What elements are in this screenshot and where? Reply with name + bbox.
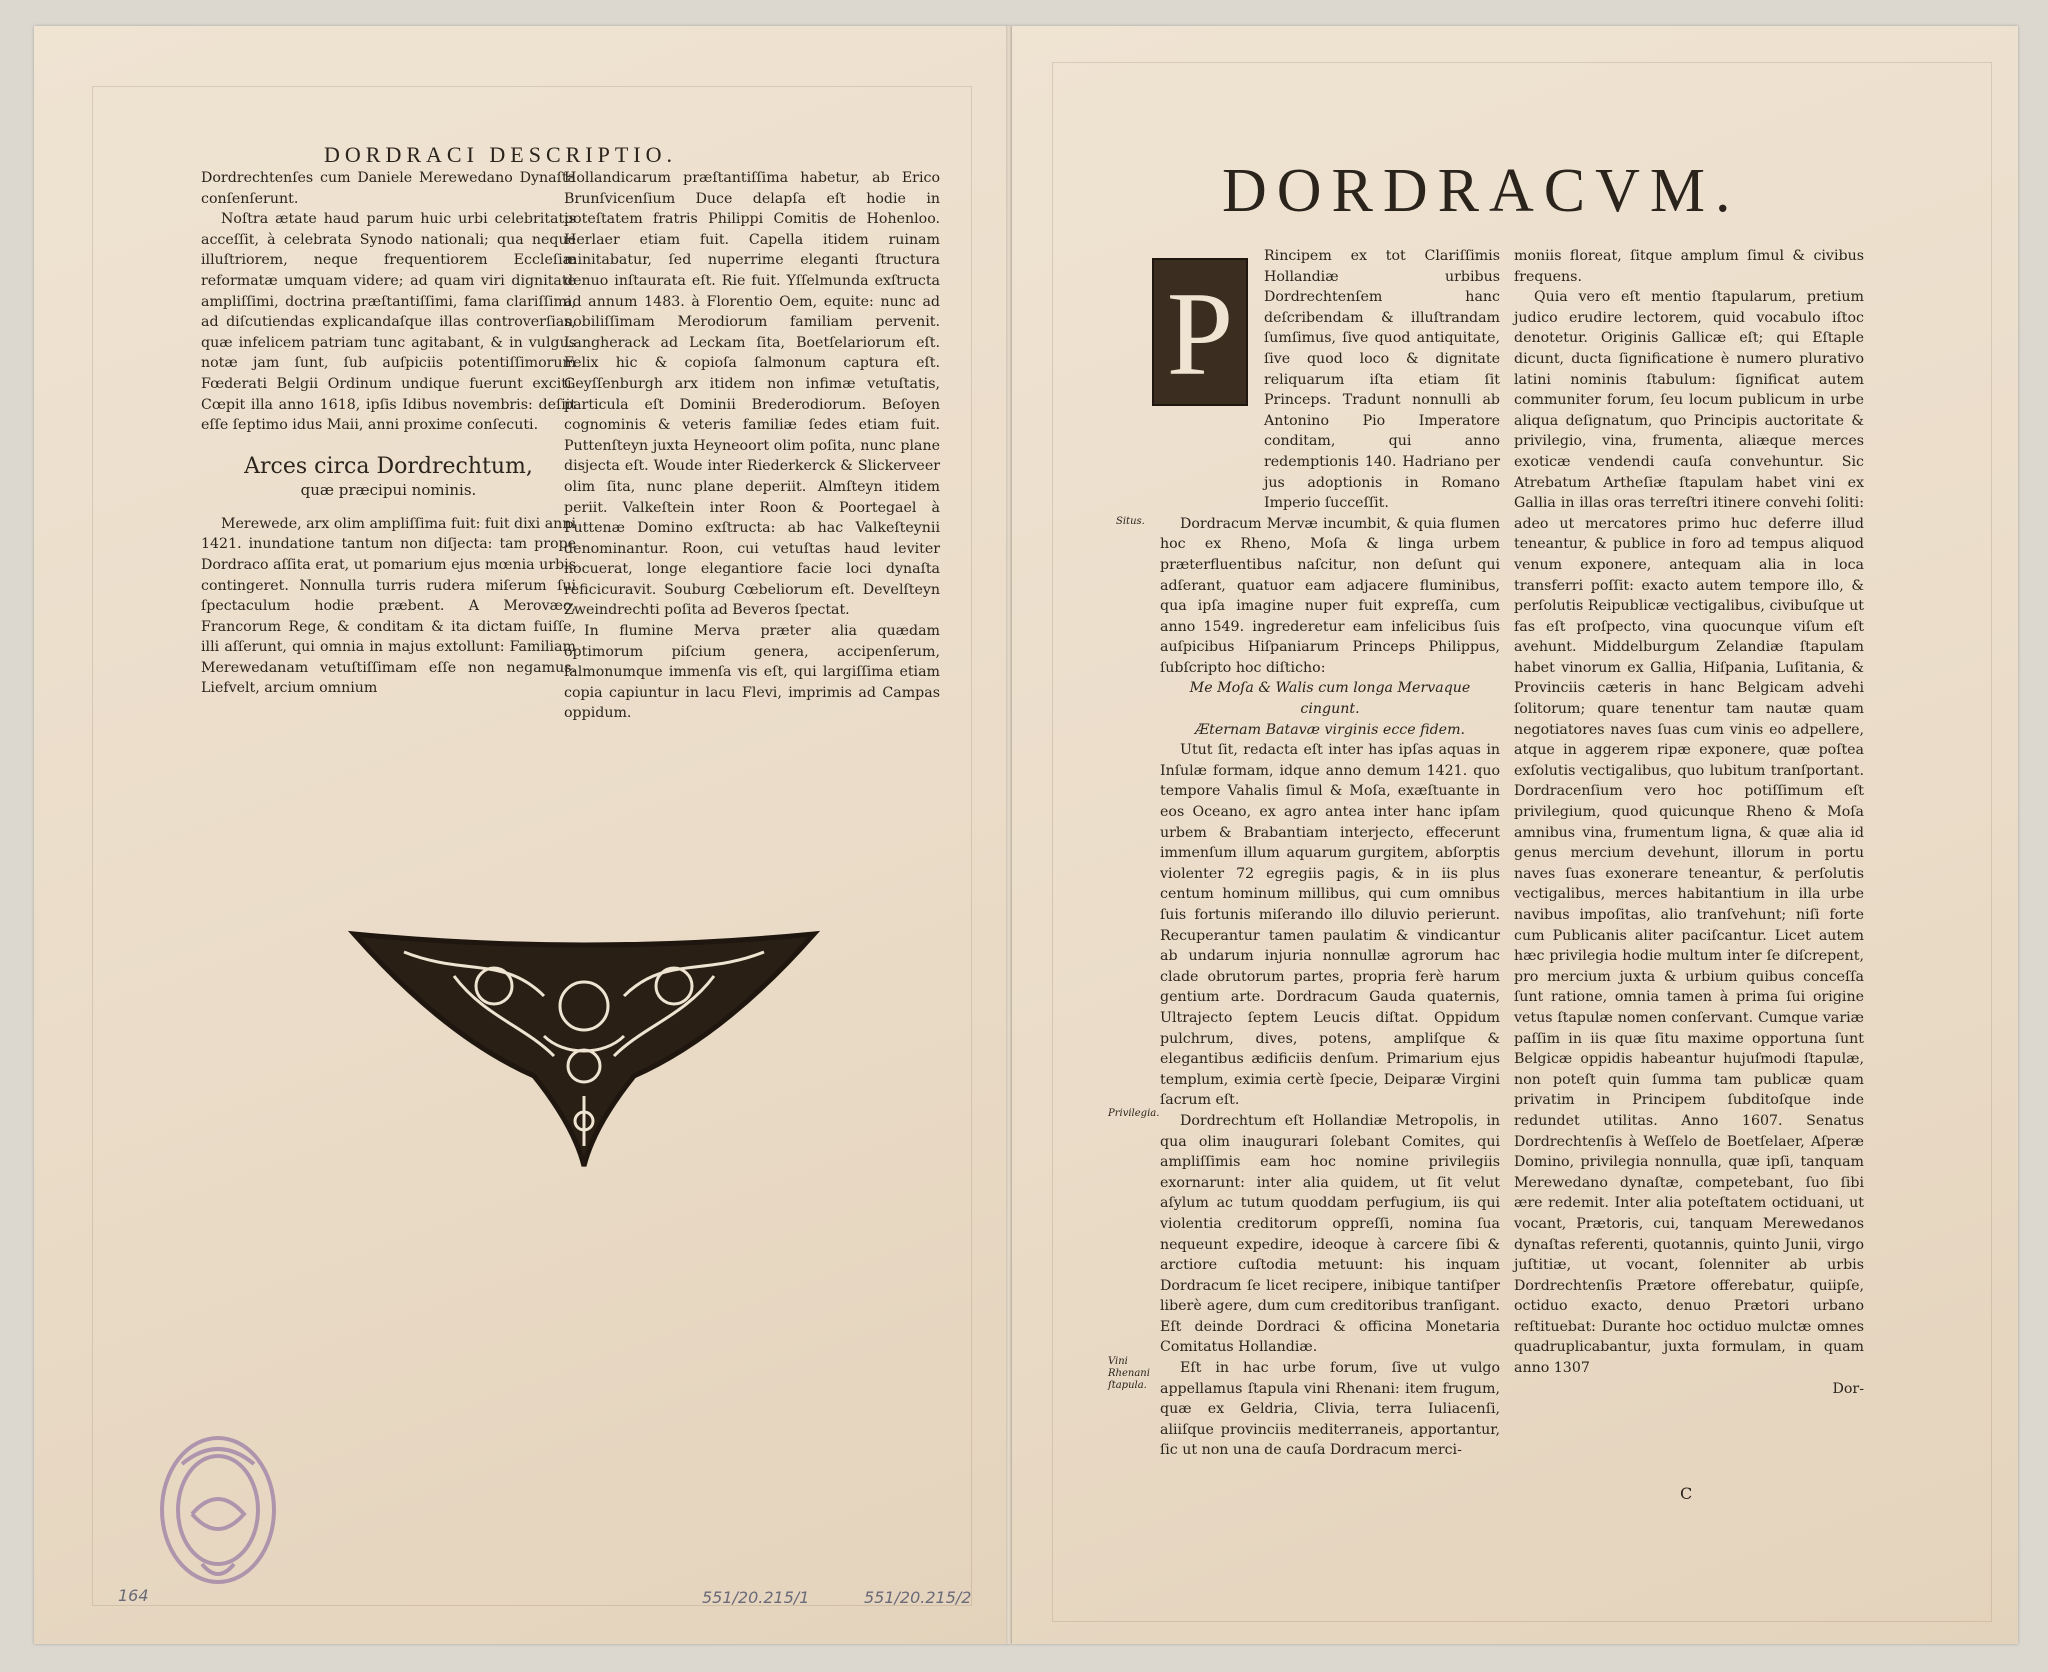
section-heading	[201, 454, 576, 500]
paragraph: Dordrechtenſes cum Daniele Merewedano Dynaſta conſenſerunt.	[201, 170, 576, 207]
section-heading-subtitle: quæ præcipui nominis.	[300, 480, 477, 499]
paragraph: Utut ſit, redacta eſt inter has ipſas aquas in Inſulæ formam, idque anno demum 1421. quo tempore Vahalis ſimul & Moſa, exæſtuante in eos Oceano, ex agro antea inter hanc ipſam urbem & Brabantiam interjecto, effecerunt immenſum illum aquarum gurgitem, abſorptis violenter 72 egregiis pagis, & in iis plus centum hominum millibus, qui cum omnibus ſuis fortunis miſerando illo diluvio perierunt. Recuperantur tamen paulatim & vindicantur ab undarum injuria nonnullæ agrorum hac clade obrutorum partes, propria ferè harum gentium arte. Dordracum Gauda quaternis, Ultrajecto ſeptem Leucis diſtat. Oppidum pulchrum, dives, potens, ampliſque & elegantibus ædificiis denſum. Primarium ejus templum, eximia certè ſpecie, Deiparæ Virgini ſacrum eſt.	[1160, 742, 1500, 1109]
paragraph: Quia vero eſt mentio ſtapularum, pretium judico erudire lectorem, quid vocabulo iſtoc denotetur. Originis Gallicæ eſt; qui Eſtaple dicunt, ducta ſignificatione è numero plurativo latini nominis ſtabulum: ſignificat autem communiter forum, ſeu locum publicum in urbe aliqua deſignatum, quo Principis auctoritate & privilegio, vina, frumenta, aliæque merces exoticæ vendendi cauſa convehuntur. Sic Atrebatum Artheſiæ ſtapulam habet vini ex Gallia in illas oras terreſtri itinere convehi ſoliti: adeo ut mercatores primo huc deferre illud teneantur, & publice in foro ad tempus aliquod venum exponere, antequam alia in loca transferri poſſit: exacto autem tempore illo, & perſolutis Reipublicæ vectigalibus, civibuſque ut fas eſt proſpecto, vina quocunque viſum eſt avehunt. Middelburgum Zelandiæ ſtapulam habet vinorum ex Gallia, Hiſpania, Luſitania, & Provinciis cæteris in hanc Belgicam advehi ſolitorum; quare tenentur tam nautæ quam negotiatores naves ſuas cum vinis eo adpellere, atque in aggerem ripæ exponere, quæ poſtea exſolutis vectigalibus, quo lubitum tranſportant. Dordracenſium vero hoc potiſſimum eſt privilegium, quod quicunque Rheno & Moſa amnibus vina, frumentum ligna, & quæ alia id genus mercium devehunt, illorum in portu naves ſuas exonerare teneantur, & perſolutis vectigalibus, merces habitantium in illa urbe navibus impoſitas, alio tranſvehunt; niſi forte cum Publicanis aliter paciſcantur. Licet autem hæc privilegia hodie multum inter ſe diſcrepent, pro mercium juxta & urbium quibus conceſſa ſunt ratione, omnia tamen à prima ſui origine vetus ſtapulæ nomen conſervant. Cumque variæ paſſim in iis quæ ſitu maxime opportuna ſunt Belgicæ oppidis habeantur hujuſmodi ſtapulæ, non poteſt quin ſumma tam publicæ quam privatim in Principem ſubditoſque inde redundet utilitas. Anno 1607. Senatus Dordrechtenſis à Weſſelo de Boetſelaer, Aſperæ Domino, privilegia nonnulla, quæ ipſi, tanquam Merewedano dynaſtæ, competebant, ſuo ſibi ære redemit. Inter alia poteſtatem octiduani, ut vocant, Prætoris, cui, tanquam Merewedanos dynaſtas referenti, quotannis, quinto Junii, virgo juſtitiæ, ut vocant, ſolenniter ab urbis Dordrechtenſis Prætore offerebatur, quiipſe, octiduo exacto, denuo Prætori urbano reſtituebat: Durante hoc octiduo mulctæ omnes quadruplicabantur, juxta formulam, in quam anno 1307	[1514, 289, 1864, 1377]
right-column-1	[1160, 246, 1500, 1461]
signature-mark: C	[1680, 1484, 1693, 1503]
left-page	[34, 26, 1011, 1644]
collector-stamp	[152, 1424, 284, 1592]
pencil-annotation: 551/20.215/2	[864, 1588, 972, 1607]
paragraph: Noſtra ætate haud parum huic urbi celebritatis acceſſit, à celebrata Synodo nationali; qua neque illuſtriorem, neque frequentiorem Eccleſiæ reformatæ umquam videre; ad quam viri dignitate ampliſſimi, doctrina præſtantiſſimi, fama clariſſimi, ad diſcutiendas explicandaſque illas controverſias, quæ infelicem patriam tunc agitabant, & in vulgus notæ jam ſunt, ſub auſpiciis potentiſſimorum Fœderati Belgii Ordinum undique fuerunt exciti. Cœpit illa anno 1618, ipſis Idibus novembris: deſiit eſſe ſeptimo idus Maii, anni proxime conſecuti.	[201, 211, 576, 434]
verse-line: Me Moſa & Walis cum longa Mervaque cingunt.	[1189, 680, 1471, 718]
page-title: DORDRACVM.	[1222, 157, 1741, 225]
paragraph: Merewede, arx olim ampliſſima fuit: fuit dixi anni 1421. inundatione tantum non diſjecta: tam prope Dordraco aſſita erat, ut pomarium ejus mœnia urbis contingeret. Nonnulla turris rudera miſerum ſui ſpectaculum hodie præbent. A Merovæo, Francorum Rege, & conditam & ita dictam fuiſſe, illi aſſerunt, qui omnia in majus extollunt: Familiam Merewedanam vetuſtiſſimam eſſe non negamus. Liefvelt, arcium omnium	[201, 515, 576, 697]
decorated-initial-letter: P	[1166, 267, 1234, 400]
paragraph: Rincipem ex tot Clariſſimis Hollandiæ urbibus Dordrechtenſem hanc deſcribendam & illuſtrandam ſumſimus, ſive quod antiquitate, ſive quod loco & dignitate reliquarum iſta etiam ſit Princeps. Tradunt nonnulli ab Antonino Pio Imperatore conditam, qui anno redemptionis 140. Hadriano per jus adoptionis in Romano Imperio ſucceſſit.	[1264, 248, 1500, 512]
running-head: DORDRACI DESCRIPTIO.	[324, 142, 678, 167]
pencil-annotation: 164	[118, 1586, 149, 1605]
right-column-2	[1514, 246, 1864, 1399]
pencil-annotation: 551/20.215/1	[702, 1588, 810, 1607]
marginal-note: Situs.	[1116, 516, 1145, 527]
verse-line: Æternam Batavæ virginis ecce fidem.	[1194, 721, 1466, 738]
paragraph: Dordrechtum eſt Hollandiæ Metropolis, in qua olim inaugurari ſolebant Comites, qui ampliſſimis eam hoc nomine privilegiis exornarunt: inter alia quidem, ut ſit velut aſylum ac tutum quoddam perfugium, iis qui violentia creditorum oppreſſi, nomina ſua nequeunt expedire, ideoque à carcere ſibi & arctiore cuſtodia metuunt: his inquam Dordracum ſe licet recipere, inibique tantiſper liberè agere, dum cum creditoribus tranſigant. Eſt deinde Dordraci & officina Monetaria Comitatus Hollandiæ.	[1160, 1112, 1500, 1356]
paragraph: Hollandicarum præſtantiſſima habetur, ab Erico Brunſvicenſium Duce delapſa eſt hodie in poteſtatem fratris Philippi Comitis de Hohenloo. Herlaer etiam fuit. Capella itidem ruinam minitabatur, ſed nuperrime eleganti ſtructura denuo inſtaurata eſt. Rie fuit. Yſſelmunda exſtructa ad annum 1483. à Florentio Oem, equite: nunc ad nobiliſſimam Merodiorum familiam pervenit. Langherack ad Leckam ſita, Boetſelariorum eſt. Felix hic & copioſa ſalmonum captura eſt. Geyſſenburgh arx itidem non infimæ vetuſtatis, particula eſt Dominii Brederodiorum. Beſoyen cognominis & veteris familiæ ſedes etiam fuit. Puttenſteyn juxta Heyneoort olim poſita, nunc plane disjecta eſt. Woude inter Riederkerck & Slickerveer olim ſita, nunc plane deperiit. Almſteyn itidem periit. Valkeſtein inter Roon & Poortegael à Puttenæ Domino exſtructa: ab hac Valkeſteynii denominantur. Roon, cui vetuſtas haud leviter nocuerat, longe elegantiore facie loci dynaſta reficicuravit. Souburg Cœbeliorum eſt. Develſteyn Zweindrechti poſita ad Beveros ſpectat.	[564, 170, 940, 619]
marginal-note: Vini Rhenani ſtapula.	[1108, 1356, 1150, 1391]
left-column-2	[564, 168, 940, 724]
left-column-1	[201, 168, 576, 699]
section-heading-title: Arces circa Dordrechtum,	[244, 453, 533, 479]
catchword: Dor-	[1832, 1380, 1864, 1397]
right-page	[1012, 26, 2018, 1644]
paragraph: moniis floreat, ſitque amplum ſimul & civibus frequens.	[1514, 248, 1864, 285]
paragraph: Eſt in hac urbe forum, ſive ut vulgo appellamus ſtapula vini Rhenani: item frugum, quæ ex Geldria, Clivia, terra Iuliacenſi, aliiſque provinciis mediterraneis, apportantur, ſic ut non una de cauſa Dordracum merci-	[1160, 1360, 1500, 1459]
marginal-note: Privilegia.	[1108, 1108, 1160, 1119]
paragraph: In flumine Merva præter alia quædam optimorum piſcium genera, accipenſerum, ſalmonumque immenſa vis eſt, qui largiſſima etiam copia capiuntur in lacu Flevi, imprimis ad Campas oppidum.	[564, 623, 940, 722]
paragraph: Dordracum Mervæ incumbit, & quia flumen hoc ex Rheno, Moſa & linga urbem præterfluentibus naſcitur, non deſunt qui adſerant, quatuor eam adjacere fluminibus, qua ipſa imagine nuper fuit expreſſa, cum anno 1549. ingrederetur eam infelicibus ſuis auſpicibus Hiſpaniarum Princeps Philippus, ſubſcripto hoc diſticho:	[1160, 515, 1500, 676]
tailpiece-ornament	[344, 916, 824, 1176]
